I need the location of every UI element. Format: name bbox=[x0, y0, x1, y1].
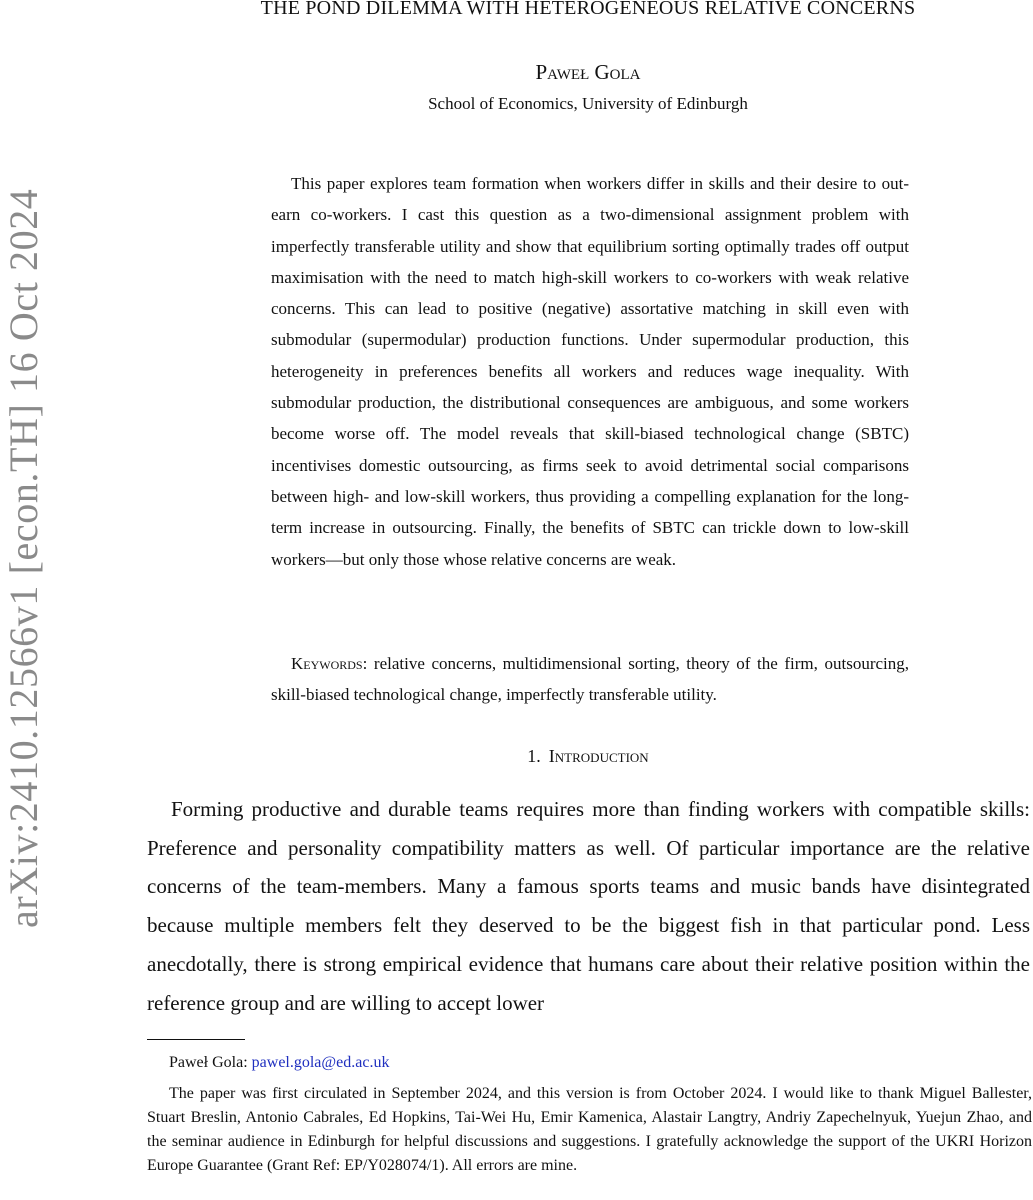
author-affiliation: School of Economics, University of Edinburgh bbox=[428, 94, 748, 113]
section-title: Introduction bbox=[548, 746, 649, 766]
keywords-text: : relative concerns, multidimensional sorting, theory of the firm, outsourcing, skill-biased technological change, imperfectly transferable utility. bbox=[271, 654, 909, 705]
email-link[interactable]: pawel.gola@ed.ac.uk bbox=[251, 1054, 390, 1071]
arxiv-side-label: arXiv:2410.12566v1 [econ.TH] 16 Oct 2024 bbox=[1, 188, 46, 928]
footnote-contact bbox=[147, 1051, 1030, 1075]
keywords-paragraph bbox=[271, 648, 909, 711]
keywords-label: Keywords bbox=[291, 654, 363, 673]
intro-paragraph: Forming productive and durable teams requires more than finding workers with compatible skills: Preference and personality compatibility matters as well. Of particular importance are the relative concerns of the team-members. Many a famous sports teams and music bands have disintegrated because multiple members felt they deserved to be the biggest fish in that particular pond. Less anecdotally, there is strong empirical evidence that humans care about their relative position within the reference group and are willing to accept lower bbox=[147, 797, 1030, 1015]
paper-title: THE POND DILEMMA WITH HETEROGENEOUS RELATIVE CONCERNS bbox=[260, 0, 916, 19]
footnote-contact-name: Paweł Gola: bbox=[169, 1054, 252, 1071]
footnote-divider bbox=[147, 1039, 245, 1040]
abstract: This paper explores team formation when workers differ in skills and their desire to out-earn co-workers. I cast this question as a two-dimensional assignment problem with imperfectly transferable utility and show that equilibrium sorting optimally trades off output maximisation with the need to match high-skill workers to co-workers with weak relative concerns. This can lead to positive (negative) assortative matching in skill even with submodular (supermodular) production functions. Under supermodular production, this heterogeneity in preferences benefits all workers and reduces wage inequality. With submodular production, the distributional consequences are ambiguous, and some workers become worse off. The model reveals that skill-biased technological change (SBTC) incentivises domestic outsourcing, as firms seek to avoid detrimental social comparisons between high- and low-skill workers, thus providing a compelling explanation for the long-term increase in outsourcing. Finally, the benefits of SBTC can trickle down to low-skill workers—but only those whose relative concerns are weak. bbox=[271, 174, 909, 569]
author-name: Paweł Gola bbox=[535, 60, 641, 84]
section-number: 1. bbox=[527, 746, 541, 766]
section-heading bbox=[0, 746, 1033, 767]
footnote-acknowledgements: The paper was first circulated in September 2024, and this version is from October 2024. I would like to thank Miguel Ballester, Stuart Breslin, Antonio Cabrales, Ed Hopkins, Tai-Wei Hu, Emir Kamenica, Alastair Langtry, Andriy Zapechelnyuk, Yuejun Zhao, and the seminar audience in Edinburgh for helpful discussions and suggestions. I gratefully acknowledge the support of the UKRI Horizon Europe Guarantee (Grant Ref: EP/Y028074/1). All errors are mine. bbox=[147, 1085, 1032, 1174]
